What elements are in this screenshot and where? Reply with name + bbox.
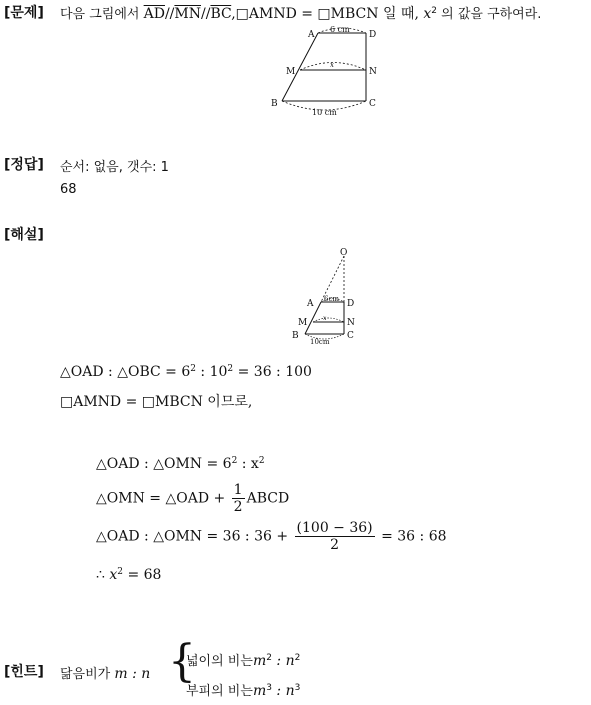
hint-area-ratio: 넓이의 비는$m^2$ : $n^2$ xyxy=(186,653,301,669)
segment-ad: $\overline{AD}$ xyxy=(143,6,165,22)
label-c: C xyxy=(369,99,376,109)
solution-line-omn-sum: △OMN = △OAD + $\frac{1}{2}$ ABCD xyxy=(96,482,290,515)
solution-line-ratio-result: △OAD : △OMN = 36 : 36 + $\frac{(100 - 36)}{2}$ = 36 : 68 xyxy=(96,520,447,553)
label-m: M xyxy=(286,67,296,77)
label-d: D xyxy=(369,30,377,40)
solution-conclusion: ∴ $x^2 = 68$ xyxy=(96,567,162,583)
left-brace: { xyxy=(168,636,196,687)
length-bottom: 10cm xyxy=(310,338,330,346)
label-c: C xyxy=(347,331,354,341)
exponent: 2 xyxy=(294,653,301,663)
extended-triangle-figure xyxy=(288,244,368,346)
exponent: 3 xyxy=(266,683,272,693)
parallel-symbol: // xyxy=(201,6,211,22)
length-top: 6 cm xyxy=(330,25,350,34)
segment-mn: $\overline{MN}$ xyxy=(174,6,201,22)
hint-volume-ratio: 부피의 비는$m^3$ : $n^3$ xyxy=(186,683,301,699)
parallel-symbol: // xyxy=(164,6,175,22)
length-mid: x xyxy=(330,61,334,69)
label-o: O xyxy=(340,248,348,258)
label-m: M xyxy=(298,318,308,328)
answer-tag: [정답] xyxy=(4,157,44,173)
length-bottom: 10 cm xyxy=(312,108,337,117)
label-n: N xyxy=(369,67,377,77)
answer-value: 68 xyxy=(60,182,77,197)
label-a: A xyxy=(308,30,315,40)
fraction-half: $\frac{1}{2}$ xyxy=(233,482,243,515)
label-b: B xyxy=(271,99,278,109)
label-n: N xyxy=(347,318,355,328)
label-a: A xyxy=(307,299,314,309)
solution-tag: [해설] xyxy=(4,227,44,243)
label-b: B xyxy=(292,331,299,341)
problem-tag: [문제] xyxy=(4,5,44,21)
length-top: 6cm xyxy=(324,295,340,303)
solution-line-ratio-obc: △OAD : △OBC = $6^2$ : $10^2 = 36$ : 100 xyxy=(60,364,312,380)
hint-lead: 닮음비가 m : n xyxy=(60,666,151,682)
variable-x: x xyxy=(109,567,118,583)
fraction-difference: $\frac{(100 - 36)}{2}$ xyxy=(296,520,373,553)
exponent: 2 xyxy=(431,6,437,16)
problem-condition: ,□AMND = □MBCN 일 때, xyxy=(231,6,424,22)
solution-line-ratio-omn: △OAD : △OMN = $6^2$ : $x^2$ xyxy=(96,456,265,472)
segment-bc: $\overline{BC}$ xyxy=(210,6,232,22)
exponent: 2 xyxy=(117,567,123,577)
problem-statement xyxy=(60,3,541,23)
trapezoid-figure xyxy=(268,25,383,120)
solution-line-area-equal: □AMND = □MBCN 이므로, xyxy=(60,394,253,410)
answer-order-count: 순서: 없음, 갯수: 1 xyxy=(60,160,169,175)
problem-text-post: 의 값을 구하여라. xyxy=(437,7,542,22)
variable-x: x xyxy=(423,6,432,22)
exponent: 2 xyxy=(227,364,234,374)
exponent: 2 xyxy=(266,653,272,663)
label-d: D xyxy=(347,299,355,309)
hint-tag: [힌트] xyxy=(4,664,44,680)
exponent: 2 xyxy=(190,364,196,374)
problem-text-pre: 다음 그림에서 xyxy=(60,7,144,22)
length-mid: x xyxy=(323,315,327,322)
exponent: 2 xyxy=(231,456,238,466)
exponent: 3 xyxy=(294,683,301,693)
exponent: 2 xyxy=(258,456,265,466)
